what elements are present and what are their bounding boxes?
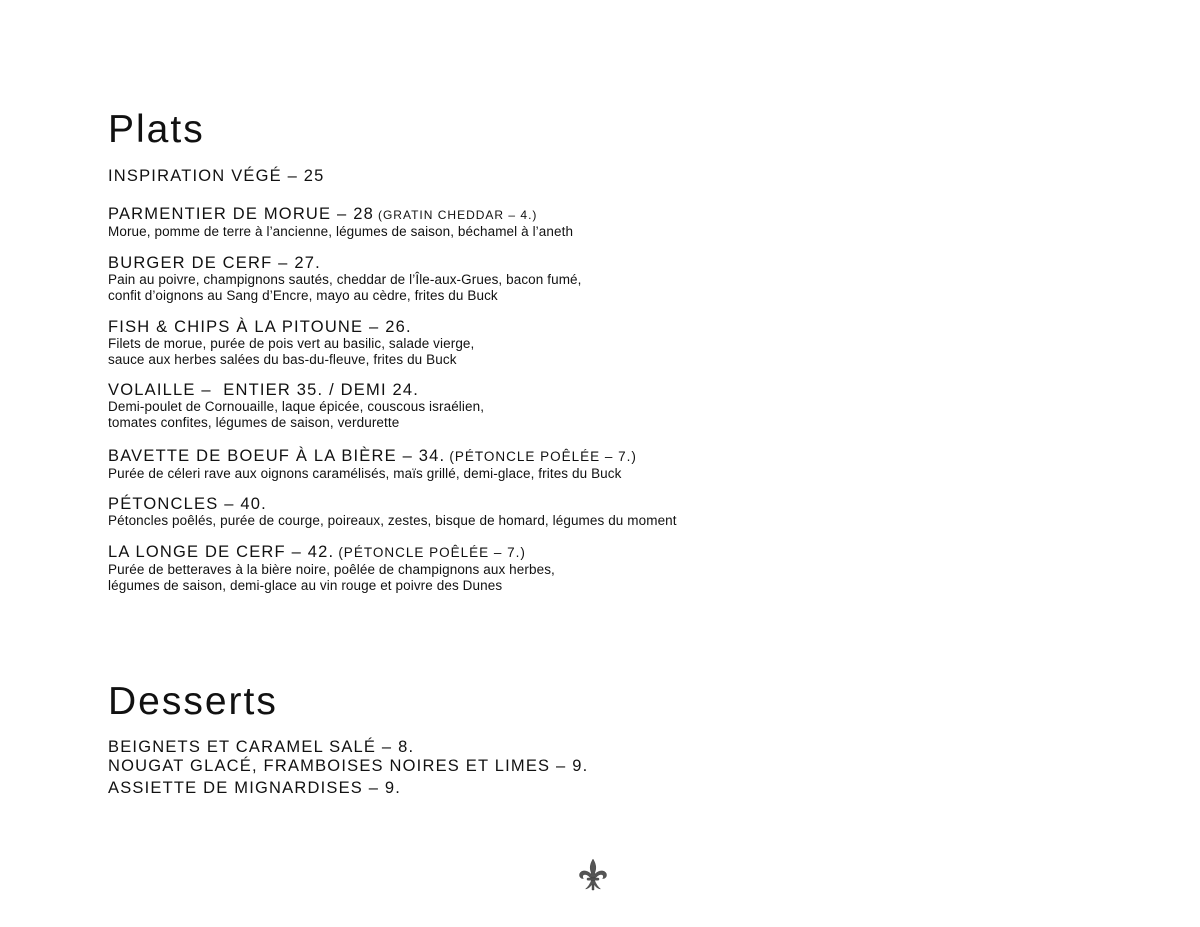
dish-name [108,447,1008,466]
desserts-heading: Desserts [108,680,278,723]
dish-item [108,205,1008,240]
fleur-de-lis-icon [575,857,611,893]
dish-name-text: INSPIRATION VÉGÉ – 25 [108,167,325,185]
dessert-item: BEIGNETS ET CARAMEL SALÉ – 8. [108,738,415,756]
dish-item [108,381,1008,431]
dish-description: tomates confites, légumes de saison, verdurette [108,415,400,430]
dish-name [108,495,1008,513]
dish-name-text: PARMENTIER DE MORUE – 28 [108,205,374,223]
dish-name-text: PÉTONCLES – 40. [108,495,267,513]
dish-addon: (PÉTONCLE POÊLÉE – 7.) [338,545,526,560]
dish-name [108,381,1008,399]
dessert-item: NOUGAT GLACÉ, FRAMBOISES NOIRES ET LIMES – 9. [108,757,589,775]
dish-name-text: VOLAILLE – ENTIER 35. / DEMI 24. [108,381,420,399]
dish-item [108,318,1008,368]
dish-name-text: BAVETTE DE BOEUF À LA BIÈRE – 34. [108,447,446,465]
dish-description: Filets de morue, purée de pois vert au basilic, salade vierge, [108,336,475,351]
plats-heading: Plats [108,108,205,151]
dish-name [108,543,1008,562]
dish-name [108,167,1008,185]
dish-description: légumes de saison, demi-glace au vin rouge et poivre des Dunes [108,578,503,593]
dessert-item: ASSIETTE DE MIGNARDISES – 9. [108,779,402,797]
dish-addon: (PÉTONCLE POÊLÉE – 7.) [449,449,637,464]
dish-item [108,447,1008,482]
dish-addon: (GRATIN CHEDDAR – 4.) [377,208,538,222]
dish-name-text: BURGER DE CERF – 27. [108,254,321,272]
dish-description: Purée de betteraves à la bière noire, poêlée de champignons aux herbes, [108,562,555,577]
dish-item [108,167,1008,185]
dish-description: Pétoncles poêlés, purée de courge, poireaux, zestes, bisque de homard, légumes du moment [108,513,677,528]
dish-description: Demi-poulet de Cornouaille, laque épicée, couscous israélien, [108,399,485,414]
dish-description: confit d’oignons au Sang d’Encre, mayo au cèdre, frites du Buck [108,288,498,303]
dish-name [108,318,1008,336]
dish-item [108,254,1008,304]
dish-description: Morue, pomme de terre à l’ancienne, légumes de saison, béchamel à l’aneth [108,224,574,239]
dish-name [108,205,1008,224]
dish-name-text: LA LONGE DE CERF – 42. [108,543,335,561]
dish-item [108,495,1008,529]
dish-description: sauce aux herbes salées du bas-du-fleuve, frites du Buck [108,352,457,367]
dish-description: Pain au poivre, champignons sautés, cheddar de l’Île-aux-Grues, bacon fumé, [108,272,582,287]
dish-name-text: FISH & CHIPS À LA PITOUNE – 26. [108,318,412,336]
dish-item [108,543,1008,594]
dish-name [108,254,1008,272]
dish-description: Purée de céleri rave aux oignons caramélisés, maïs grillé, demi-glace, frites du Buck [108,466,622,481]
